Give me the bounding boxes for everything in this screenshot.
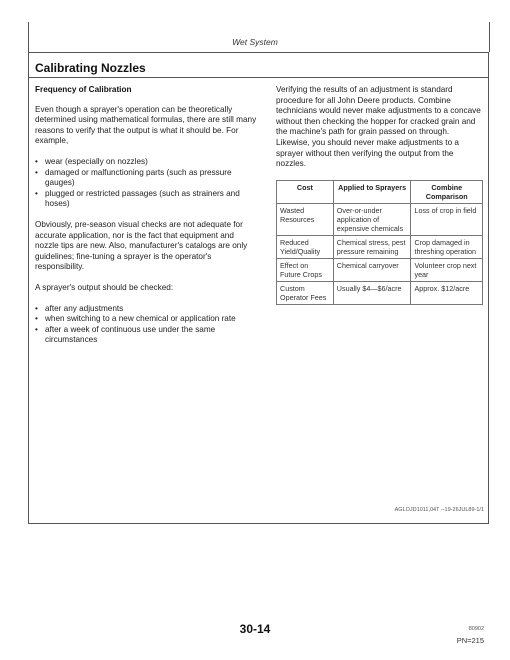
subheading: Frequency of Calibration (35, 85, 132, 94)
table-header-row (277, 180, 483, 203)
bullet-icon: • (35, 156, 38, 166)
list-item: • wear (especially on nozzles) (35, 156, 148, 166)
bullet-list-when (35, 304, 257, 346)
footer-code: 80902 (468, 626, 484, 632)
paragraph-output-check: A sprayer's output should be checked: (35, 282, 174, 292)
right-column (276, 85, 483, 305)
list-item: • after a week of continuous use under the same circumstances (35, 324, 216, 345)
list-item: • plugged or restricted passages (such as strainers and hoses) (35, 188, 240, 209)
list-item: • after any adjustments (35, 303, 124, 313)
table-row (277, 258, 483, 281)
table-cell: Custom Operator Fees (277, 281, 334, 304)
table-cell: Volunteer crop next year (411, 258, 483, 281)
bullet-icon: • (35, 167, 38, 177)
table-row (277, 235, 483, 258)
table-cell: Usually $4—$6/acre (333, 281, 411, 304)
table-header-cell: Combine Comparison (411, 180, 483, 203)
table-cell: Crop damaged in threshing operation (411, 235, 483, 258)
table-header-cell: Cost (277, 180, 334, 203)
bullet-icon: • (35, 303, 38, 313)
bullet-icon: • (35, 188, 38, 198)
left-column (35, 85, 257, 356)
page-number: 30-14 (239, 622, 271, 636)
bullet-icon: • (35, 324, 38, 334)
paragraph-visual-checks: Obviously, pre-season visual checks are not adequate for accurate application, nor is the fact that equipment and nozzle tips are new. Also, manufacturer's catalogs are only guidelines; fine-tuning a sprayer is the operator's responsibility. (35, 219, 248, 272)
bullet-icon: • (35, 314, 38, 324)
table-cell: Chemical stress, pest pressure remaining (333, 235, 411, 258)
cost-comparison-table (276, 180, 483, 305)
table-cell: Loss of crop in field (411, 203, 483, 235)
section-title: Calibrating Nozzles (35, 61, 146, 75)
running-head: Wet System (232, 37, 278, 47)
table-header-cell: Applied to Sprayers (333, 180, 411, 203)
title-divider (28, 77, 489, 78)
list-item: • damaged or malfunctioning parts (such as pressure gauges) (35, 167, 232, 188)
table-row (277, 203, 483, 235)
reference-code: AGLOJD1011,04T --19-26JUL89-1/1 (394, 507, 484, 513)
table-cell: Chemical carryover (333, 258, 411, 281)
paragraph-intro: Even though a sprayer's operation can be theoretically determined using mathematical formulas, there are still many reasons to verify that the output is what it should be. For example, (35, 104, 257, 146)
table-cell: Approx. $12/acre (411, 281, 483, 304)
table-row (277, 281, 483, 304)
bullet-list-reasons (35, 157, 257, 210)
paragraph-verifying: Verifying the results of an adjustment is standard procedure for all John Deere products. Combine technicians would never make adjustments to a concave without then checking the hopper for cracked grain and the machine's path for grain passed on through. Likewise, you should never make adjustments to a sprayer without then verifying the output from the nozzles. (276, 85, 481, 169)
pn-number: PN=215 (456, 636, 484, 645)
table-cell: Wasted Resources (277, 203, 334, 235)
table-cell: Reduced Yield/Quality (277, 235, 334, 258)
table-cell: Effect on Future Crops (277, 258, 334, 281)
list-item: • when switching to a new chemical or application rate (35, 314, 236, 324)
table-cell: Over-or-under application of expensive chemicals (333, 203, 411, 235)
